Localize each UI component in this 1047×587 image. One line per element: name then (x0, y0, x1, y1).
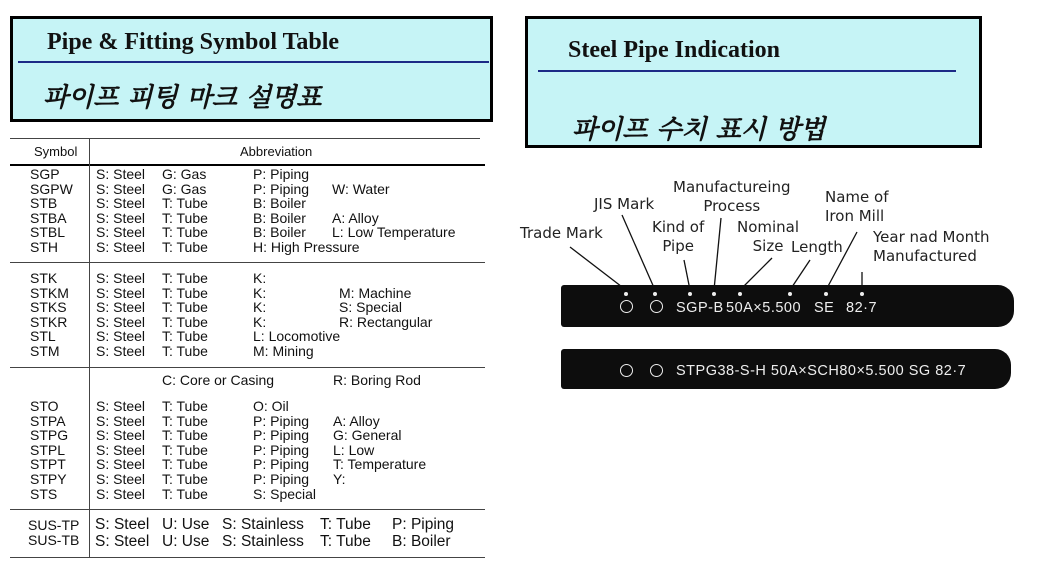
trade-mark-emblem (620, 300, 633, 313)
abbr-cell: L: Low (333, 441, 375, 458)
abbr-cell: S: Steel (95, 533, 150, 550)
trade-mark-emblem (620, 364, 633, 377)
abbr-cell: W: Water (332, 180, 390, 197)
symbol-cell: STBA (30, 209, 67, 226)
abbr-cell: G: General (333, 427, 402, 444)
abbr-cell: P: Piping (253, 441, 310, 458)
abbr-cell: L: Locomotive (253, 328, 341, 345)
abbr-cell: B: Boiler (392, 533, 451, 550)
abbr-cell: T: Tube (162, 195, 208, 212)
pipe1-mill: SE (814, 300, 835, 316)
symbol-cell: STPA (30, 412, 66, 429)
right-subtitle: 파이프 수치 표시 방법 (572, 115, 826, 145)
symbol-cell: STPY (30, 470, 67, 487)
abbr-cell: T: Tube (162, 485, 208, 502)
pipe1-date: 82·7 (846, 300, 878, 316)
pipe1-kind: SGP-B (676, 300, 724, 316)
abbr-cell: S: Steel (96, 328, 146, 345)
abbr-cell: S: Steel (96, 456, 146, 473)
label-trade-mark: Trade Mark (520, 224, 603, 242)
abbr-cell: A: Alloy (332, 209, 379, 226)
symbol-cell: STPL (30, 441, 66, 458)
abbr-cell: T: Tube (162, 470, 208, 487)
abbr-cell: K: (253, 313, 267, 330)
label-name-of-iron-mill: Name of Iron Mill (825, 188, 889, 225)
symbol-cell: STPT (30, 456, 66, 473)
abbr-cell: O: Oil (253, 398, 289, 414)
abbr-cell: B: Boiler (253, 224, 306, 241)
abbr-cell: S: Steel (96, 342, 146, 359)
abbr-cell: S: Steel (96, 485, 146, 502)
abbr-cell: H: High Pressure (253, 238, 360, 255)
symbol-cell: SGP (30, 166, 60, 182)
abbr-cell: T: Tube (162, 284, 208, 301)
symbol-cell: STB (30, 195, 58, 212)
abbr-cell: K: (253, 270, 267, 286)
abbr-cell: K: (253, 299, 267, 316)
symbol-cell: STH (30, 238, 58, 255)
abbr-cell: T: Tube (162, 313, 208, 330)
label-jis-mark: JIS Mark (594, 195, 655, 213)
left-title: Pipe & Fitting Symbol Table (47, 29, 340, 55)
abbr-cell: A: Alloy (333, 412, 380, 429)
abbr-cell: B: Boiler (253, 195, 306, 212)
abbr-cell: Y: (333, 470, 346, 487)
pipe1-size: 50A×5.500 (726, 300, 802, 316)
symbol-cell: STPG (30, 427, 69, 444)
marker-dot (860, 292, 864, 296)
abbr-cell: T: Tube (162, 299, 208, 316)
abbr-cell: R: Rectangular (339, 313, 433, 330)
symbol-cell: STO (30, 398, 59, 414)
symbol-cell: SUS-TP (28, 517, 80, 533)
abbr-cell: S: Special (339, 299, 403, 316)
abbr-cell: S: Stainless (222, 516, 304, 533)
abbr-cell: T: Tube (162, 427, 208, 444)
abbr-cell: S: Steel (96, 195, 146, 212)
abbr-cell: T: Tube (162, 412, 208, 429)
symbol-cell: STK (30, 270, 58, 286)
symbol-cell: STKM (30, 284, 69, 301)
abbr-cell: S: Steel (96, 238, 146, 255)
abbr-cell: S: Steel (96, 180, 146, 197)
abbr-cell: S: Steel (96, 299, 146, 316)
group3-extra-left: C: Core or Casing (162, 372, 275, 388)
abbr-cell: T: Tube (162, 224, 208, 241)
marker-dot (738, 292, 742, 296)
abbr-cell: S: Steel (96, 284, 146, 301)
header-abbreviation: Abbreviation (240, 144, 313, 159)
abbr-cell: M: Machine (339, 284, 412, 301)
abbr-cell: S: Stainless (222, 533, 304, 550)
label-kind-of-pipe: Kind of Pipe (652, 218, 705, 255)
symbol-cell: SGPW (30, 180, 73, 197)
abbr-cell: T: Temperature (333, 456, 427, 473)
jis-mark-emblem (650, 300, 663, 313)
label-length: Length (791, 238, 843, 256)
group3-extra-right: R: Boring Rod (333, 372, 421, 388)
abbr-cell: P: Piping (253, 180, 310, 197)
symbol-cell: STKS (30, 299, 67, 316)
abbr-cell: T: Tube (320, 533, 371, 550)
abbr-cell: U: Use (162, 533, 210, 550)
abbr-cell: M: Mining (253, 342, 314, 359)
abbr-cell: T: Tube (162, 342, 208, 359)
header-symbol: Symbol (34, 144, 78, 159)
symbol-cell: STKR (30, 313, 68, 330)
abbr-cell: T: Tube (162, 270, 208, 286)
abbr-cell: S: Steel (96, 398, 146, 414)
jis-mark-emblem (650, 364, 663, 377)
abbr-cell: S: Steel (96, 470, 146, 487)
symbol-cell: STBL (30, 224, 66, 241)
abbr-cell: S: Steel (96, 270, 146, 286)
abbr-cell: S: Steel (96, 441, 146, 458)
abbr-cell: K: (253, 284, 267, 301)
symbol-cell: STS (30, 485, 58, 502)
abbr-cell: S: Steel (96, 209, 146, 226)
abbr-cell: S: Steel (96, 224, 146, 241)
abbr-cell: G: Gas (162, 180, 207, 197)
symbol-cell: STL (30, 328, 56, 345)
abbr-cell: P: Piping (253, 456, 310, 473)
abbr-cell: S: Steel (96, 427, 146, 444)
abbr-cell: T: Tube (162, 238, 208, 255)
abbr-cell: G: Gas (162, 166, 207, 182)
abbr-cell: T: Tube (320, 516, 371, 533)
marker-dot (624, 292, 628, 296)
abbr-cell: T: Tube (162, 398, 208, 414)
abbr-cell: T: Tube (162, 456, 208, 473)
label-nominal-size: Nominal Size (737, 218, 800, 255)
abbr-cell: P: Piping (253, 412, 310, 429)
abbr-cell: P: Piping (253, 166, 310, 182)
abbr-cell: S: Special (253, 485, 317, 502)
symbol-cell: SUS-TB (28, 531, 80, 548)
abbr-cell: P: Piping (392, 516, 455, 533)
pipe2-marking: STPG38-S-H 50A×SCH80×5.500 SG 82·7 (676, 363, 967, 379)
left-subtitle: 파이프 피팅 마크 설명표 (43, 83, 322, 113)
abbr-cell: T: Tube (162, 441, 208, 458)
abbr-cell: P: Piping (253, 470, 310, 487)
right-title: Steel Pipe Indication (568, 37, 781, 63)
marker-dot (788, 292, 792, 296)
label-manufacturing-process: Manufactureing Process (673, 178, 791, 215)
label-year-month: Year nad Month Manufactured (873, 228, 990, 265)
abbr-cell: B: Boiler (253, 209, 306, 226)
marker-dot (653, 292, 657, 296)
abbr-cell: S: Steel (96, 166, 146, 182)
abbr-cell: U: Use (162, 516, 210, 533)
symbol-cell: STM (30, 342, 60, 359)
abbr-cell: S: Steel (96, 412, 146, 429)
abbr-cell: T: Tube (162, 328, 208, 345)
abbr-cell: S: Steel (95, 516, 150, 533)
abbr-cell: T: Tube (162, 209, 208, 226)
abbr-cell: L: Low Temperature (332, 224, 456, 241)
marker-dot (824, 292, 828, 296)
abbr-cell: P: Piping (253, 427, 310, 444)
marker-dot (712, 292, 716, 296)
abbr-cell: S: Steel (96, 313, 146, 330)
marker-dot (688, 292, 692, 296)
